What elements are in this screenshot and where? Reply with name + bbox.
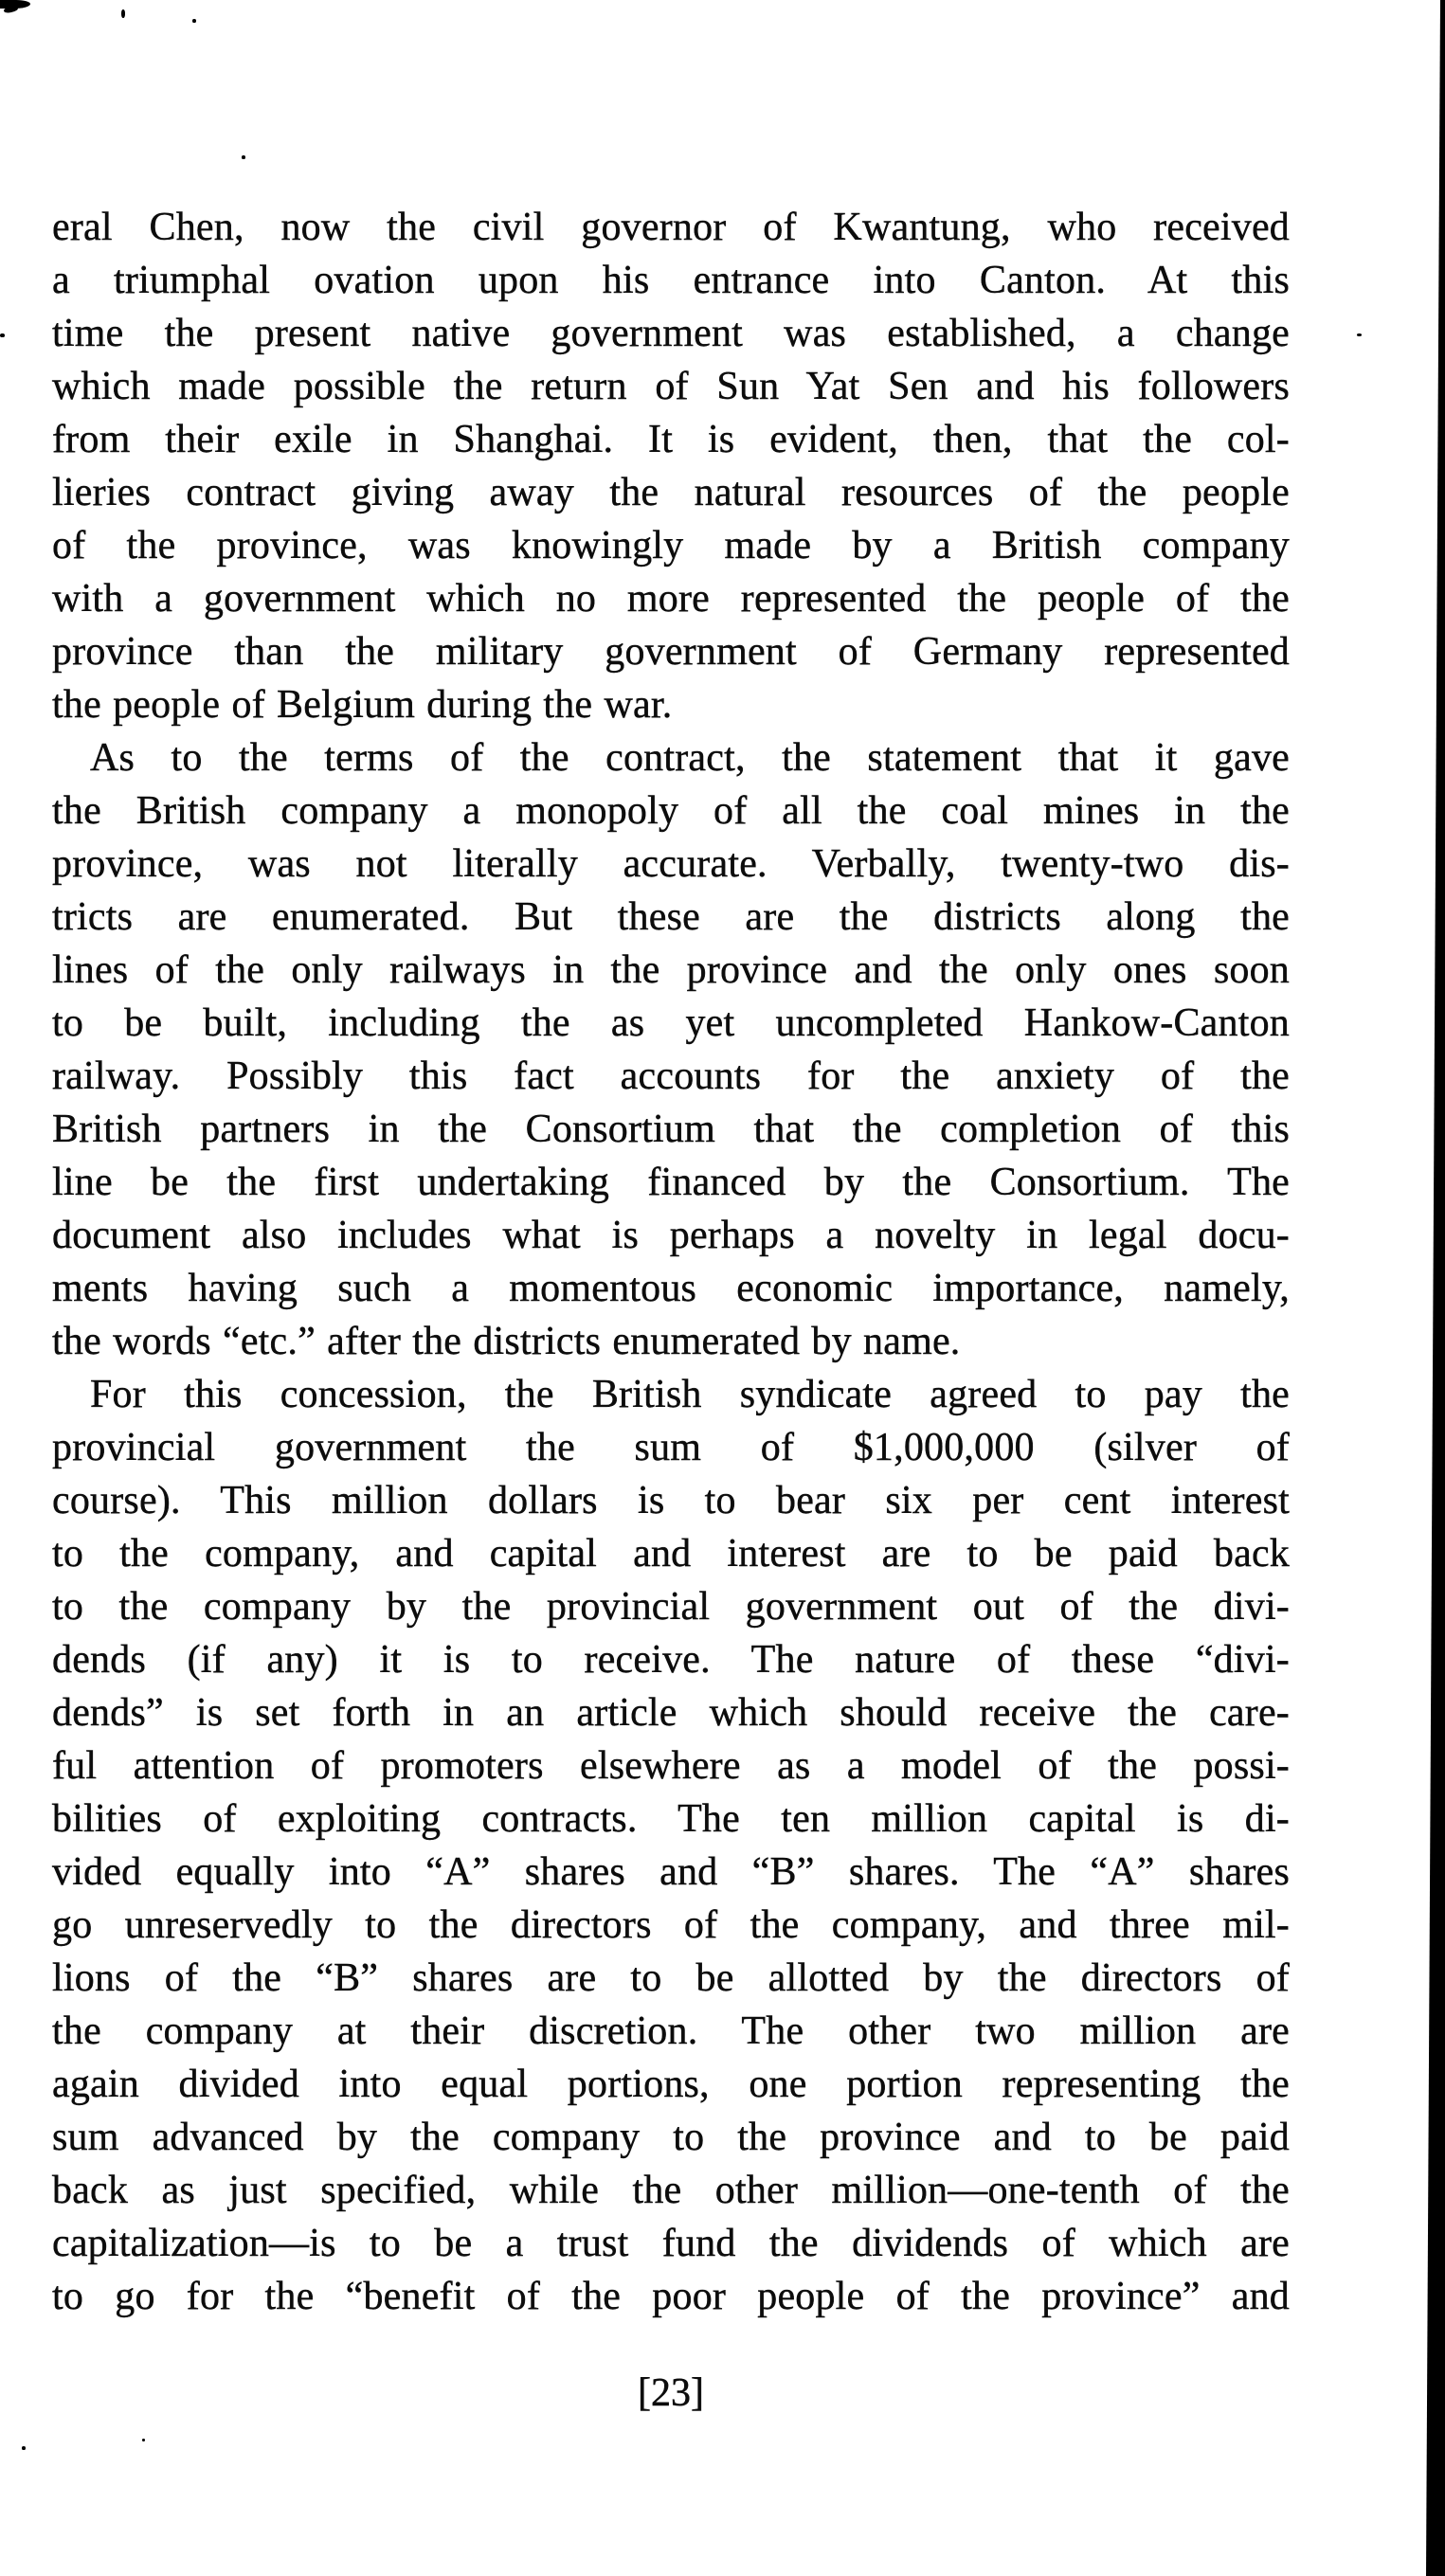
body-text bbox=[52, 201, 1290, 2323]
text-line: provincial government the sum of $1,000,000 (silver of bbox=[52, 1426, 1290, 1469]
text-line: sum advanced by the company to the province and to be paid bbox=[52, 2116, 1290, 2159]
text-line: province, was not literally accurate. Verbally, twenty-two dis- bbox=[52, 842, 1290, 886]
text-line: document also includes what is perhaps a novelty in legal docu- bbox=[52, 1214, 1290, 1257]
scan-speckle bbox=[1357, 333, 1362, 336]
text-line: of the province, was knowingly made by a British company bbox=[52, 524, 1290, 567]
page-number: [23] bbox=[638, 2371, 704, 2415]
text-line: dends” is set forth in an article which should receive the care- bbox=[52, 1691, 1290, 1735]
text-line: go unreservedly to the directors of the company, and three mil- bbox=[52, 1903, 1290, 1947]
text-line: line be the first undertaking financed by the Consortium. The bbox=[52, 1161, 1290, 1204]
paragraph bbox=[52, 731, 1290, 1368]
text-line: bilities of exploiting contracts. The ten million capital is di- bbox=[52, 1797, 1290, 1841]
text-line: lions of the “B” shares are to be allotted by the directors of bbox=[52, 1956, 1290, 2000]
text-line: time the present native government was established, a change bbox=[52, 312, 1290, 355]
text-line: which made possible the return of Sun Yat Sen and his followers bbox=[52, 365, 1290, 408]
text-line: back as just specified, while the other million—one-tenth of the bbox=[52, 2169, 1290, 2212]
text-line: again divided into equal portions, one portion representing the bbox=[52, 2063, 1290, 2106]
text-line: railway. Possibly this fact accounts for the anxiety of the bbox=[52, 1054, 1290, 1098]
text-line: the people of Belgium during the war. bbox=[52, 683, 673, 727]
text-line: eral Chen, now the civil governor of Kwantung, who received bbox=[52, 206, 1290, 249]
text-line: the words “etc.” after the districts enumerated by name. bbox=[52, 1320, 961, 1363]
text-line: lieries contract giving away the natural resources of the people bbox=[52, 471, 1290, 514]
scan-edge-bar bbox=[1420, 0, 1445, 2576]
text-line: from their exile in Shanghai. It is evident, then, that the col- bbox=[52, 418, 1290, 461]
text-line: capitalization—is to be a trust fund the dividends of which are bbox=[52, 2222, 1290, 2265]
scan-speckle bbox=[22, 2446, 26, 2450]
text-line: the British company a monopoly of all the coal mines in the bbox=[52, 789, 1290, 833]
text-line: province than the military government of Germany represented bbox=[52, 630, 1290, 674]
text-line: to the company by the provincial government out of the divi- bbox=[52, 1585, 1290, 1629]
text-line: course). This million dollars is to bear six per cent interest bbox=[52, 1479, 1290, 1522]
text-line: vided equally into “A” shares and “B” shares. The “A” shares bbox=[52, 1850, 1290, 1894]
scan-speckle bbox=[121, 9, 125, 18]
text-line: to the company, and capital and interest are to be paid back bbox=[52, 1532, 1290, 1576]
text-line: ful attention of promoters elsewhere as a model of the possi- bbox=[52, 1744, 1290, 1788]
text-line: the company at their discretion. The other two million are bbox=[52, 2009, 1290, 2053]
text-line: British partners in the Consortium that the completion of this bbox=[52, 1108, 1290, 1151]
text-line: to be built, including the as yet uncompleted Hankow-Canton bbox=[52, 1001, 1290, 1045]
text-line: with a government which no more represented the people of the bbox=[52, 577, 1290, 621]
scan-speckle bbox=[0, 333, 5, 337]
text-line: to go for the “benefit of the poor people of the province” and bbox=[52, 2275, 1290, 2318]
text-line: ments having such a momentous economic importance, namely, bbox=[52, 1267, 1290, 1310]
text-line: tricts are enumerated. But these are the districts along the bbox=[52, 895, 1290, 939]
scan-speckle bbox=[242, 155, 245, 159]
scan-speckle bbox=[142, 2439, 145, 2441]
text-line: a triumphal ovation upon his entrance into Canton. At this bbox=[52, 259, 1290, 302]
scan-speckle bbox=[192, 19, 196, 23]
paragraph bbox=[52, 201, 1290, 731]
text-line: For this concession, the British syndicate agreed to pay the bbox=[90, 1373, 1290, 1416]
text-line: As to the terms of the contract, the statement that it gave bbox=[90, 736, 1290, 780]
paragraph bbox=[52, 1368, 1290, 2323]
text-line: lines of the only railways in the province and the only ones soon bbox=[52, 948, 1290, 992]
text-line: dends (if any) it is to receive. The nature of these “divi- bbox=[52, 1638, 1290, 1682]
